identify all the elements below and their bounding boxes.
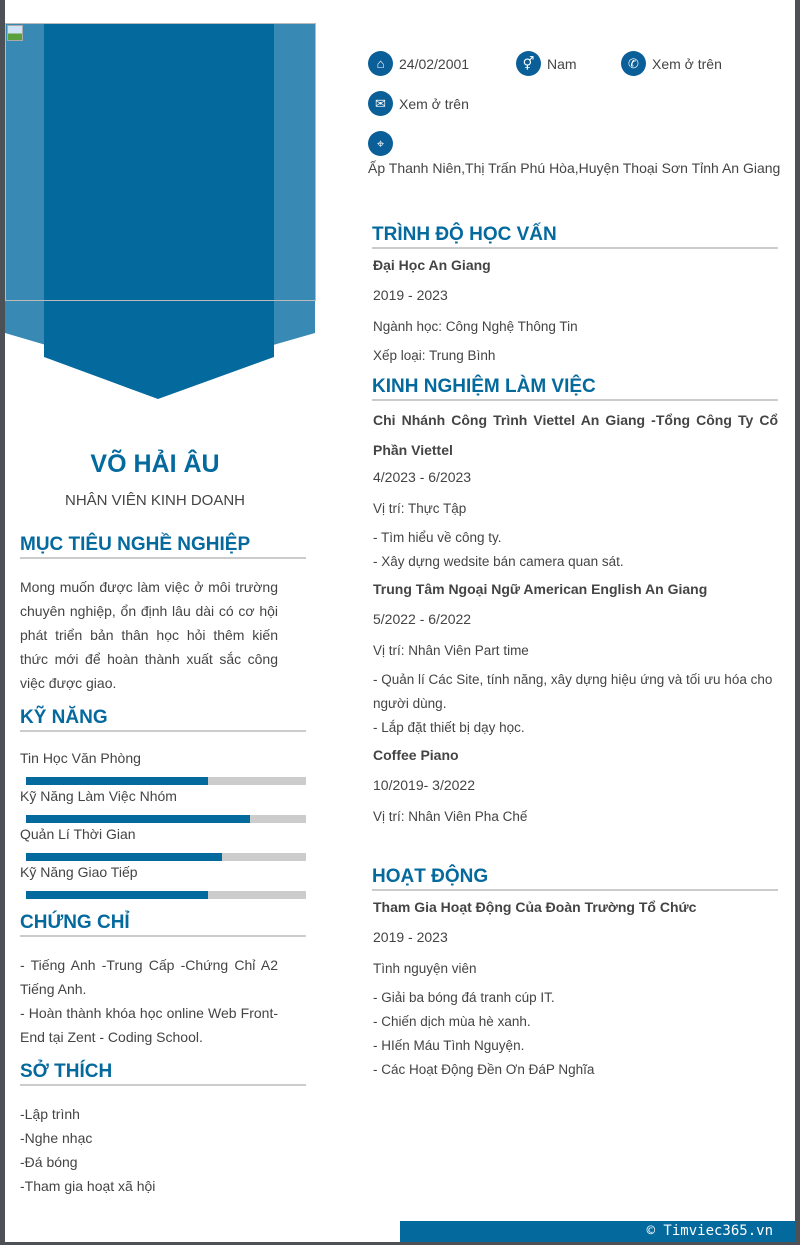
skill-level-bar <box>26 853 306 861</box>
avatar-photo <box>5 23 316 301</box>
hobby-item: -Nghe nhạc <box>20 1130 93 1146</box>
job-detail: - Xây dựng wedsite bán camera quan sát. <box>373 554 624 569</box>
activities-heading: HOẠT ĐỘNG <box>372 866 778 891</box>
hobbies-list <box>20 1102 155 1198</box>
activity-period: 2019 - 2023 <box>373 929 448 945</box>
education-major: Ngành học: Công Nghệ Thông Tin <box>373 319 578 334</box>
candidate-name: VÕ HẢI ÂU <box>90 450 220 478</box>
gender-icon: ⚥ <box>516 51 541 76</box>
certificates-heading: CHỨNG CHỈ <box>20 912 306 937</box>
skill-name: Kỹ Năng Làm Việc Nhóm <box>20 788 177 804</box>
school-name: Đại Học An Giang <box>373 257 491 273</box>
broken-image-icon <box>7 25 23 41</box>
activity-role: Tình nguyện viên <box>373 961 477 976</box>
education-period: 2019 - 2023 <box>373 287 448 303</box>
job-position: Vị trí: Thực Tập <box>373 501 467 516</box>
skill-level-fill <box>26 891 208 899</box>
address-value: Ấp Thanh Niên,Thị Trấn Phú Hòa,Huyện Thoại Sơn Tỉnh An Giang <box>368 160 781 176</box>
hobbies-heading: SỞ THÍCH <box>20 1061 306 1086</box>
contact-phone <box>621 51 722 76</box>
birthday-cake-icon: ⌂ <box>368 51 393 76</box>
email-value: Xem ở trên <box>399 95 469 112</box>
phone-icon: ✆ <box>621 51 646 76</box>
job-period: 10/2019- 3/2022 <box>373 777 475 793</box>
job-detail: - Quản lí Các Site, tính năng, xây dựng hiệu ứng và tối ưu hóa cho người dùng. <box>373 672 773 711</box>
contact-email <box>368 91 469 116</box>
skill-name: Kỹ Năng Giao Tiếp <box>20 864 138 880</box>
activity-title: Tham Gia Hoạt Động Của Đoàn Trường Tổ Chức <box>373 899 697 915</box>
certificate-item: - Hoàn thành khóa học online Web Front-End tại Zent - Coding School. <box>20 1005 278 1045</box>
skill-level-bar <box>26 815 306 823</box>
window-frame-right <box>795 0 800 1245</box>
certificates-list <box>20 953 278 1049</box>
hobby-item: -Tham gia hoạt xã hội <box>20 1178 156 1194</box>
job-company: Trung Tâm Ngoại Ngữ American English An Giang <box>373 581 708 597</box>
hobby-item: -Đá bóng <box>20 1154 78 1170</box>
phone-value: Xem ở trên <box>652 55 722 72</box>
skill-level-bar <box>26 891 306 899</box>
contact-birthday <box>368 51 469 76</box>
skill-level-fill <box>26 777 208 785</box>
objective-text: Mong muốn được làm việc ở môi trường chuyên nghiệp, ổn định lâu dài có cơ hội phát triển bản thân học hỏi thêm kiến thức mới để hoàn thành xuất sắc công việc được giao. <box>20 579 278 691</box>
job-period: 5/2022 - 6/2022 <box>373 611 472 627</box>
birthday-value: 24/02/2001 <box>399 55 470 72</box>
envelope-icon: ✉ <box>368 91 393 116</box>
activity-detail: - Chiến dịch mùa hè xanh. <box>373 1014 531 1029</box>
activity-details <box>373 986 594 1082</box>
experience-heading: KINH NGHIỆM LÀM VIỆC <box>372 376 778 401</box>
skill-level-bar <box>26 777 306 785</box>
job-position: Vị trí: Nhân Viên Part time <box>373 643 529 658</box>
certificate-item: - Tiếng Anh -Trung Cấp -Chứng Chỉ A2 Tiếng Anh. <box>20 957 278 997</box>
contact-gender <box>516 51 577 76</box>
hobby-item: -Lập trình <box>20 1106 80 1122</box>
skill-name: Tin Học Văn Phòng <box>20 750 141 766</box>
activity-detail: - Các Hoạt Động Đền Ơn ĐáP Nghĩa <box>373 1062 595 1077</box>
skill-level-fill <box>26 815 250 823</box>
job-detail: - Tìm hiểu về công ty. <box>373 530 502 545</box>
job-company: Chi Nhánh Công Trình Viettel An Giang -Tổng Công Ty Cổ Phần Viettel <box>373 412 778 458</box>
skill-level-fill <box>26 853 222 861</box>
education-heading: TRÌNH ĐỘ HỌC VẤN <box>372 224 778 249</box>
job-details <box>373 526 624 574</box>
job-position: Vị trí: Nhân Viên Pha Chế <box>373 809 528 824</box>
job-company: Coffee Piano <box>373 747 459 763</box>
gender-value: Nam <box>547 55 577 72</box>
contact-address-icon-row <box>368 131 393 156</box>
skill-name: Quản Lí Thời Gian <box>20 826 136 842</box>
objective-heading: MỤC TIÊU NGHỀ NGHIỆP <box>20 534 306 559</box>
candidate-title: NHÂN VIÊN KINH DOANH <box>64 492 246 509</box>
activity-detail: - HIến Máu Tình Nguyện. <box>373 1038 525 1053</box>
education-grade: Xếp loại: Trung Bình <box>373 348 496 363</box>
footer-watermark: © Timviec365.vn <box>400 1221 795 1242</box>
job-period: 4/2023 - 6/2023 <box>373 469 472 485</box>
job-details <box>373 668 778 740</box>
activity-detail: - Giải ba bóng đá tranh cúp IT. <box>373 990 555 1005</box>
job-detail: - Lắp đặt thiết bị dạy học. <box>373 720 525 735</box>
skills-heading: KỸ NĂNG <box>20 707 306 732</box>
map-pin-icon: ⌖ <box>368 131 393 156</box>
